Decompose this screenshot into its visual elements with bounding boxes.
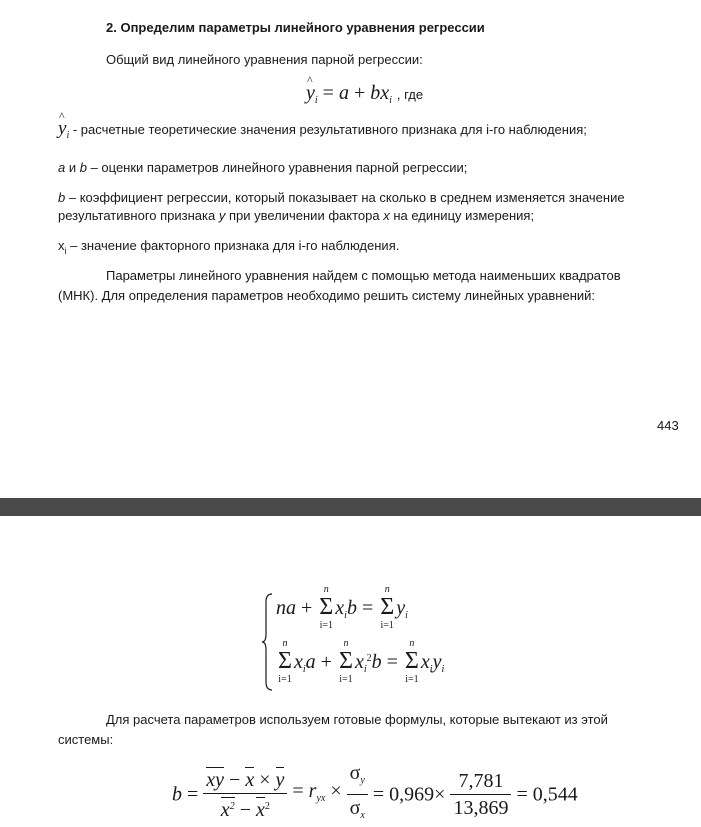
page-number: 443 [657,418,679,433]
correlation-value: 0,969 [389,783,435,806]
definition-yhat-text: - расчетные теоретические значения результативного признака для i-го наблюдения; [72,122,587,137]
mnk-paragraph-line1: Параметры линейного уравнения найдем с помощью метода наименьших квадратов [106,268,621,283]
definition-b: b – коэффициент регрессии, который показывает на сколько в среднем изменяется значение [58,190,625,205]
calc-paragraph-line2: системы: [58,732,114,747]
definition-b-continued: результативного признака y при увеличении фактора x на единицу измерения; [58,208,535,223]
formula-b-fraction-sigma: $\frac{\sigma_y}{\sigma_x}$ [347,762,368,827]
section-heading: 2. Определим параметры линейного уравнения регрессии [106,20,485,35]
system-equation-2: Σ n i=1 $x_ia + \Sigma$ n i=1 $x_i^2b = \Sigma$ n i=1 $x_iy_i$ [278,638,445,685]
definition-x: $x_i$ – значение факторного признака для i-го наблюдения. [58,238,400,256]
intro-text: Общий вид линейного уравнения парной регрессии: [106,52,423,67]
calc-paragraph-line1: Для расчета параметров используем готовые формулы, которые вытекают из этой [106,712,608,727]
formula-b-fraction-means: $\frac{xy - x \times y}{x^2 - x^2}$ [203,769,287,821]
b-result-value: 0,544 [532,783,578,806]
system-equation-1: na + Σ n i=1 $x_ib = \Sigma$ n i=1 $y_i$ [276,584,408,631]
page-separator [0,498,701,516]
definition-a-b: a и b – оценки параметров линейного уравнения парной регрессии; [58,160,468,175]
definition-yhat: ^ $y_i$ - расчетные теоретические значения результативного признака для i-го наблюдения; [58,118,587,141]
equation-system [262,584,462,692]
equation-where-label: , где [396,87,424,102]
formula-b-fraction-values: $\frac{7,781}{13,869}$ [450,770,511,819]
mnk-paragraph-line2: (МНК). Для определения параметров необходимо решить систему линейных уравнений: [58,288,596,303]
regression-equation: ^ $y_i = a + bx_i$ , где [306,82,423,106]
formula-b: b = $\frac{xy - x \times y}{x^2 - x^2}$ = $r_{yx}$ × $\frac{\sigma_y}{\sigma_x}$ = 0,969× $\frac{7,781}{13,869}$ = 0,544 [172,762,578,827]
